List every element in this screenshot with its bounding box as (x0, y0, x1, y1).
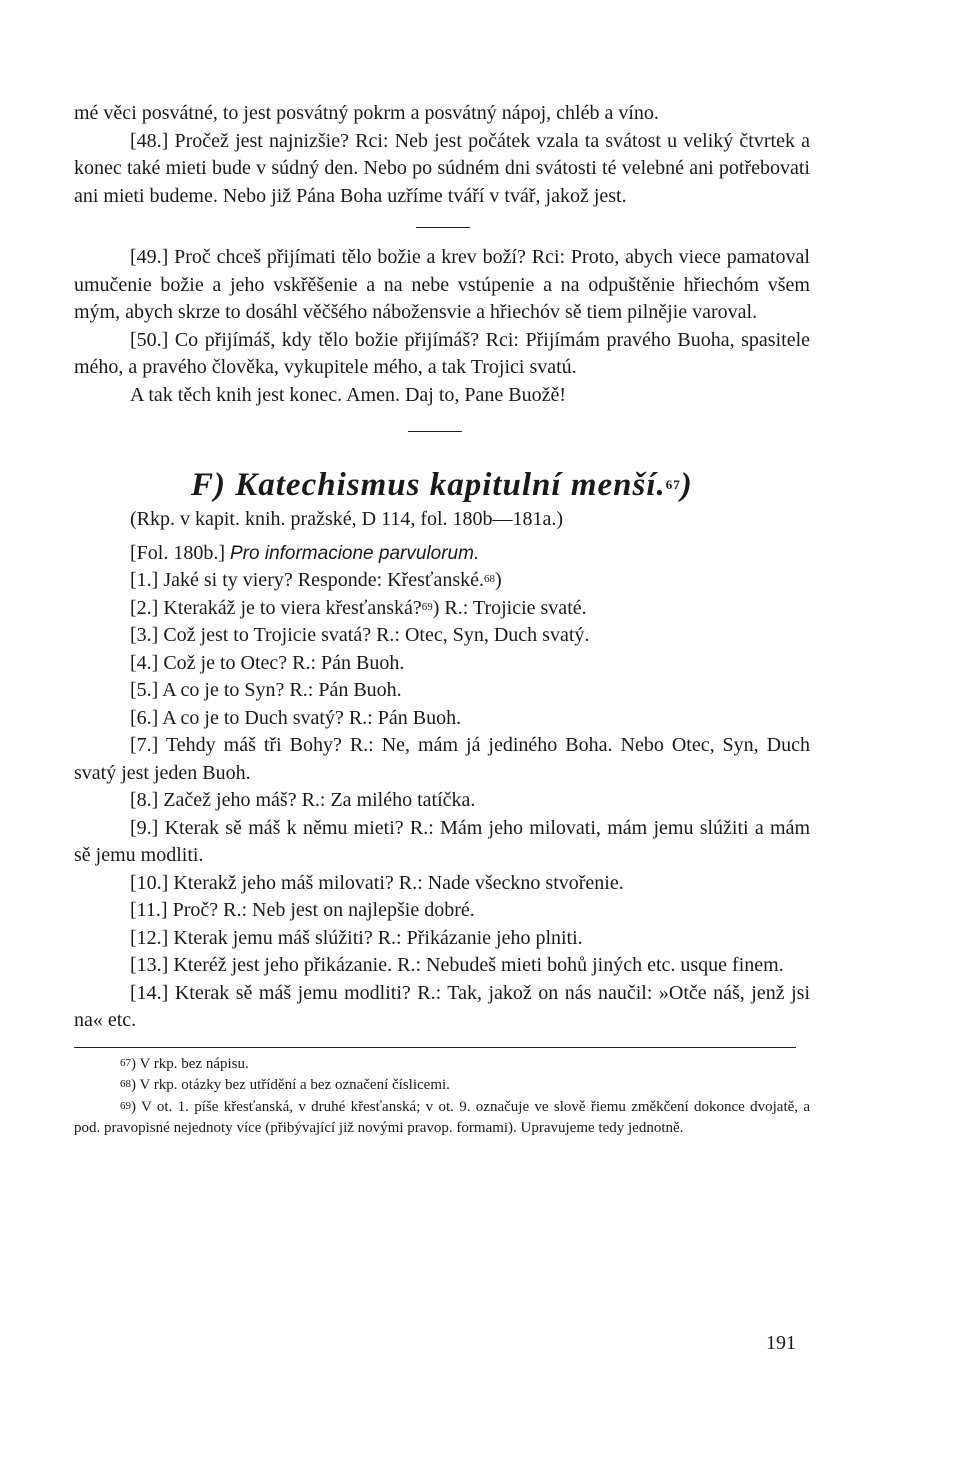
paragraph-48: [48.] Pročež jest najnizšie? Rci: Neb jest počátek vzala ta svátost u veliký čtvrtek a konec také mieti bude v súdný den. Nebo po súdném dni svátosti té velebné ani potřebovati ani mieti budeme. Nebo již Pána Boha uzříme tváří v tvář, jakož jest. (74, 129, 810, 207)
separator-rule (408, 431, 462, 432)
question-8: [8.] Začež jeho máš? R.: Za milého tatíčka. (130, 789, 476, 811)
footnote-ref: 67 (665, 477, 681, 492)
question-6: [6.] A co je to Duch svatý? R.: Pán Buoh. (130, 706, 462, 729)
question-14: [14.] Kterak sě máš jemu modliti? R.: Tak, jakož on nás naučil: »Otče náš, jenž jsi na« etc. (74, 981, 810, 1031)
question-text: ) (495, 569, 502, 591)
section-title-text: F) Katechismus kapitulní menší. (191, 467, 666, 503)
folio-label: [Fol. 180b.] (130, 542, 225, 564)
footnote-ref: 68 (484, 573, 496, 585)
footnote-text: ) V ot. 1. píše křesťanská, v druhé křesťanská; v ot. 9. označuje ve slově řiemu změkčení dokonce dvojatě, a pod. pravopisné nejednoty více (přibývající již novými pravop. formami). Upravujeme tedy jednotně. (74, 1098, 810, 1136)
source-reference: (Rkp. v kapit. knih. pražské, D 114, fol. 180b—181a.) (130, 508, 564, 530)
footnote-text: ) V rkp. bez nápisu. (131, 1055, 249, 1072)
question-11: [11.] Proč? R.: Neb jest on najlepšie dobré. (130, 899, 475, 921)
page-number: 191 (766, 1332, 796, 1354)
section-title-close: ) (680, 467, 693, 503)
footnote-text: ) V rkp. otázky bez utřídění a bez označení číslicemi. (131, 1077, 450, 1093)
footnote-ref: 69 (421, 600, 433, 613)
paragraph-50: [50.] Co přijímáš, kdy tělo božie přijímáš? Rci: Přijímám pravého Buoha, spasitele mého, a pravého člověka, vykupitele mého, a tak Trojici svatú. (74, 328, 810, 378)
section-title (191, 466, 810, 504)
footnote-number: 68 (120, 1078, 131, 1090)
question-3: [3.] Což jest to Trojicie svatá? R.: Otec, Syn, Duch svatý. (130, 624, 590, 646)
question-text: [1.] Jaké si ty viery? Responde: Křesťanské. (130, 569, 485, 591)
question-9: [9.] Kterak sě máš k němu mieti? R.: Mám jeho milovati, mám jemu slúžiti a mám sě jemu modliti. (74, 816, 810, 866)
question-1 (74, 567, 810, 595)
question-12: [12.] Kterak jemu máš slúžiti? R.: Přikázanie jeho plniti. (130, 926, 583, 949)
folio-heading: Pro informacione parvulorum. (230, 543, 480, 564)
page-body (74, 100, 810, 1140)
question-2 (74, 595, 810, 623)
question-7: [7.] Tehdy máš tři Bohy? R.: Ne, mám já jediného Boha. Nebo Otec, Syn, Duch svatý jest jeden Buoh. (74, 734, 810, 784)
question-13: [13.] Kteréž jest jeho přikázanie. R.: Nebudeš mieti bohů jiných etc. usque finem. (130, 954, 784, 976)
question-text: [2.] Kterakáž je to viera křesťanská? (130, 596, 422, 619)
question-10: [10.] Kterakž jeho máš milovati? R.: Nade všeckno stvořenie. (130, 871, 624, 894)
footnote-68 (74, 1075, 810, 1097)
paragraph-49: [49.] Proč chceš přijímati tělo božie a krev boží? Rci: Proto, abych viece pamatoval umučenie božie a jeho vskřěšenie a na nebe vstúpenie a na odpuštěnie hřiechóm všem mým, abych skrze to dosáhl věčšého nábožensvie a hřiechóv sě tiem pilnějie varoval. (74, 246, 810, 323)
separator-rule (416, 227, 470, 228)
footnote-number: 69 (120, 1099, 131, 1112)
footnote-67 (74, 1054, 810, 1076)
footnote-69 (74, 1097, 810, 1140)
footnote-rule (74, 1047, 796, 1048)
paragraph-closing: A tak těch knih jest konec. Amen. Daj to, Pane Buožě! (130, 383, 567, 406)
paragraph-continuation: mé věci posvátné, to jest posvátný pokrm a posvátný nápoj, chléb a víno. (74, 102, 659, 124)
question-4: [4.] Což je to Otec? R.: Pán Buoh. (130, 651, 405, 674)
question-5: [5.] A co je to Syn? R.: Pán Buoh. (130, 679, 402, 701)
folio-line (130, 540, 810, 567)
question-text: ) R.: Trojicie svaté. (432, 596, 587, 619)
footnote-number: 67 (120, 1056, 131, 1069)
